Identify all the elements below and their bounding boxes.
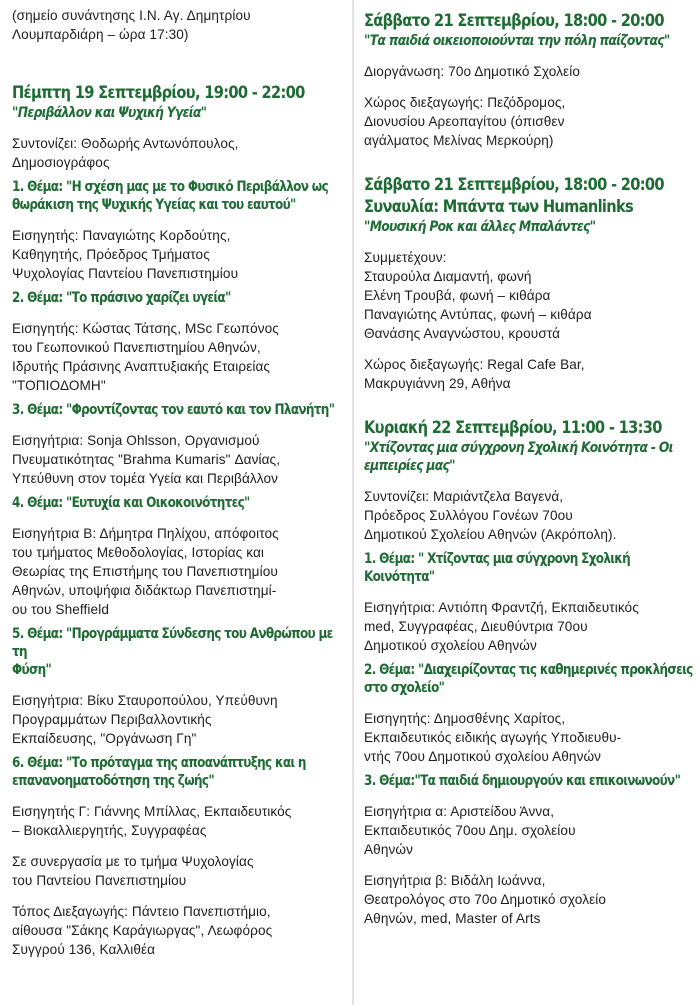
speaker: ντής 70ου Δημοτικού σχολείου Αθηνών: [364, 749, 602, 764]
speaker: – Βιοκαλλιεργητής, Συγγραφέας: [12, 823, 207, 838]
theme-title: 2. Θέμα: "Διαχειρίζοντας τις καθημερινές προκλήσεις: [364, 662, 693, 678]
speaker: Εισηγητής: Παναγιώτης Κορδούτης,: [12, 228, 231, 243]
event-date: Σάββατο 21 Σεπτεμβρίου, 18:00 - 20:00: [364, 175, 664, 195]
right-column: [356, 0, 700, 1005]
speaker: Εισηγητής: Δημοσθένης Χαρίτος,: [364, 711, 566, 726]
speaker: Εισηγήτρια β: Βιδάλη Ιωάννα,: [364, 873, 546, 888]
speaker: Εκπαίδευσης, "Οργάνωση Γη": [12, 731, 197, 746]
event-title: "Τα παιδιά οικειοποιούνται την πόλη παίζοντας": [364, 33, 670, 49]
event-title: "Περιβάλλον και Ψυχική Υγεία": [12, 105, 207, 121]
theme-title: 1. Θέμα: " Χτίζοντας μια σύγχρονη Σχολική Κοινότητα": [364, 551, 631, 585]
theme-title: επανανοηματοδότηση της ζωής": [12, 773, 214, 789]
moderator: Δημοσιογράφος: [12, 155, 110, 170]
venue: Συγγρού 136, Καλλιθέα: [12, 942, 156, 957]
speaker: med, Συγγραφέας, Διευθύντρια 70ου: [364, 619, 588, 634]
speaker: Εισηγητής: Κώστας Τάτσης, MSc Γεωπόνος: [12, 321, 279, 336]
theme-title: 2. Θέμα: "Το πράσινο χαρίζει υγεία": [12, 290, 231, 306]
theme-title: θωράκιση της Ψυχικής Υγείας και του εαυτού": [12, 197, 296, 213]
speaker: ου του Sheffield: [12, 602, 109, 617]
speaker: Αθηνών: [364, 842, 413, 857]
speaker: του Γεωπονικού Πανεπιστημίου Αθηνών,: [12, 340, 261, 355]
venue: Χώρος διεξαγωγής: Πεζόδρομος,: [364, 95, 566, 110]
speaker: Ιδρυτής Πράσινης Αναπτυξιακής Εταιρείας: [12, 359, 271, 374]
theme-title: 1. Θέμα: "Η σχέση μας με το Φυσικό Περιβάλλον ως: [12, 179, 329, 195]
speaker: του τμήματος Μεθοδολογίας, Ιστορίας και: [12, 545, 265, 560]
speaker: Εισηγήτρια: Βίκυ Σταυροπούλου, Υπεύθυνη: [12, 693, 278, 708]
venue: Μακρυγιάννη 29, Αθήνα: [364, 376, 511, 391]
speaker: Υπεύθυνη στον τομέα Υγεία και Περιβάλλον: [12, 471, 279, 486]
event-title: "Μουσική Ροκ και άλλες Μπαλάντες": [364, 219, 596, 235]
speaker: Αθηνών, med, Master of Arts: [364, 911, 541, 926]
speaker: Εισηγήτρια α: Αριστείδου Άννα,: [364, 804, 555, 819]
theme-title: στο σχολείο": [364, 680, 445, 696]
theme-title: 3. Θέμα: "Φροντίζοντας τον εαυτό και τον Πλανήτη": [12, 402, 335, 418]
participant: Ελένη Τρουβά, φωνή – κιθάρα: [364, 288, 551, 303]
venue: Διονυσίου Αρεοπαγίτου (όπισθεν: [364, 114, 565, 129]
speaker: Δημοτικού σχολείου Αθηνών: [364, 638, 537, 653]
speaker: Καθηγητής, Πρόεδρος Τμήματος: [12, 247, 210, 262]
participant: Σταυρούλα Διαμαντή, φωνή: [364, 269, 532, 284]
venue: Τόπος Διεξαγωγής: Πάντειο Πανεπιστήμιο,: [12, 904, 271, 919]
event-date: Κυριακή 22 Σεπτεμβρίου, 11:00 - 13:30: [364, 418, 662, 438]
moderator: Δημοτικού Σχολείου Αθηνών (Ακρόπολη).: [364, 527, 617, 542]
column-divider: [352, 0, 354, 1005]
intro-line: Λουμπαρδιάρη – ώρα 17:30): [12, 27, 189, 42]
speaker: Πνευματικότητας "Brahma Kumaris" Δανίας,: [12, 452, 281, 467]
speaker: Εισηγητής Γ: Γιάννης Μπίλλας, Εκπαιδευτικός: [12, 804, 292, 819]
theme-title: 5. Θέμα: "Προγράμματα Σύνδεσης του Ανθρώπου με τη: [12, 626, 333, 660]
event-date: Σάββατο 21 Σεπτεμβρίου, 18:00 - 20:00: [364, 11, 664, 31]
participant: Θανάσης Αναγνώστου, κρουστά: [364, 326, 561, 341]
participant: Συμμετέχουν:: [364, 250, 447, 265]
event-date: Πέμπτη 19 Σεπτεμβρίου, 19:00 - 22:00: [12, 83, 305, 103]
venue: Χώρος διεξαγωγής: Regal Cafe Bar,: [364, 357, 585, 372]
speaker: Εκπαιδευτικός ειδικής αγωγής Υποδιευθυ-: [364, 730, 622, 745]
event-title: "Χτίζοντας μια σύγχρονη Σχολική Κοινότητα - Οι: [364, 440, 673, 456]
speaker: Εκπαιδευτικός 70ου Δημ. σχολείου: [364, 823, 576, 838]
speaker: Εισηγήτρια Β: Δήμητρα Πηλίχου, απόφοιτος: [12, 526, 279, 541]
speaker: Εισηγήτρια: Sonja Ohlsson, Οργανισμού: [12, 433, 260, 448]
organizer: Διοργάνωση: 70ο Δημοτικό Σχολείο: [364, 64, 580, 79]
moderator: Συντονίζει: Θοδωρής Αντωνόπουλος,: [12, 136, 239, 151]
concert-title: Συναυλία: Μπάντα των Humanlinks: [364, 197, 634, 217]
participant: Παναγιώτης Αντύπας, φωνή – κιθάρα: [364, 307, 592, 322]
venue: αγάλματος Μελίνας Μερκούρη): [364, 133, 554, 148]
speaker: Προγραμμάτων Περιβαλλοντικής: [12, 712, 212, 727]
speaker: "ΤΟΠΙΟΔΟΜΗ": [12, 378, 106, 393]
speaker: Εισηγήτρια: Αντιόπη Φραντζή, Εκπαιδευτικός: [364, 600, 639, 615]
theme-title: 3. Θέμα:"Τα παιδιά δημιουργούν και επικοινωνούν": [364, 773, 681, 789]
speaker: Ψυχολογίας Παντείου Πανεπιστημίου: [12, 266, 239, 281]
theme-title: 6. Θέμα: "Το πρόταγμα της αποανάπτυξης και η: [12, 755, 306, 771]
theme-title: 4. Θέμα: "Ευτυχία και Οικοκοινότητες": [12, 495, 250, 511]
theme-title: Φύση": [12, 662, 52, 678]
intro-line: (σημείο συνάντησης Ι.Ν. Αγ. Δημητρίου: [12, 8, 251, 23]
collaboration: Σε συνεργασία με το τμήμα Ψυχολογίας: [12, 854, 254, 869]
venue: αίθουσα "Σάκης Καράγιωργας", Λεωφόρος: [12, 923, 273, 938]
moderator: Πρόεδρος Συλλόγου Γονέων 70ου: [364, 508, 573, 523]
collaboration: του Παντείου Πανεπιστημίου: [12, 873, 187, 888]
event-title: εμπειρίες μας": [364, 458, 455, 474]
speaker: Θεωρίας της Επιστήμης του Πανεπιστημίου: [12, 564, 278, 579]
moderator: Συντονίζει: Μαριάντζελα Βαγενά,: [364, 489, 564, 504]
speaker: Θεατρολόγος στο 70ο Δημοτικό σχολείο: [364, 892, 607, 907]
speaker: Αθηνών, υποψήφια διδάκτωρ Πανεπιστημί-: [12, 583, 277, 598]
